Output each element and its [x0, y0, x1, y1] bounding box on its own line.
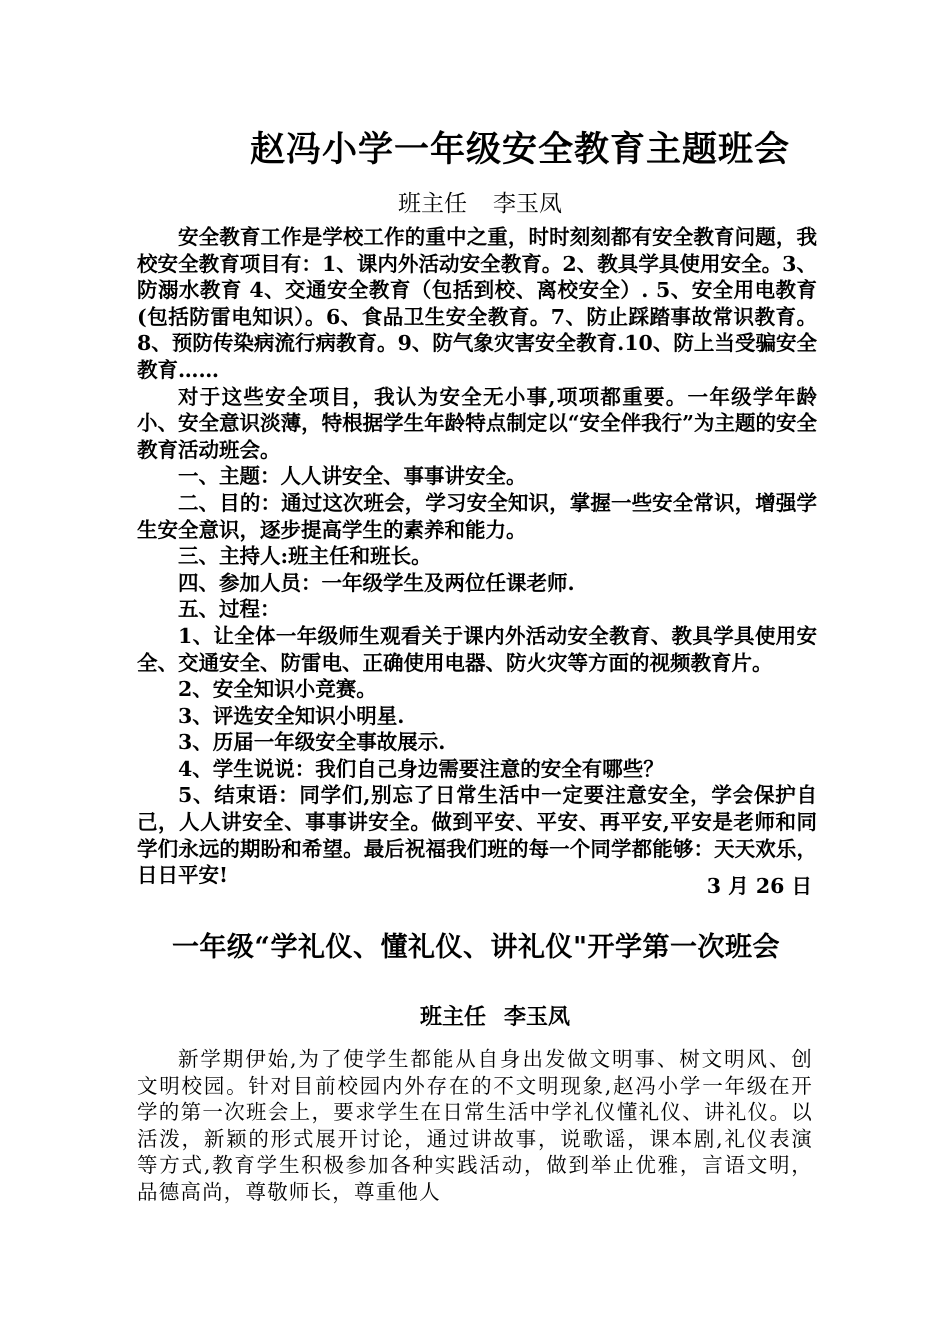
- section2-body: [137, 1046, 813, 1206]
- section2-teacher-line: [0, 1000, 950, 1031]
- section2-title: 一年级“学礼仪、懂礼仪、讲礼仪"开学第一次班会: [171, 932, 781, 963]
- teacher-role: 班主任: [398, 191, 467, 217]
- teacher-name: 李玉凤: [493, 191, 562, 217]
- paragraph: 五、过程：: [178, 597, 281, 622]
- paragraph: 对于这些安全项目，我认为安全无小事,项项都重要。一年级学年龄小、安全意识淡薄，特根据学生年龄特点制定以“安全伴我行”为主题的安全教育活动班会。: [137, 384, 817, 462]
- teacher-line: [0, 185, 950, 218]
- paragraph: 3、评选安全知识小明星.: [178, 703, 405, 728]
- teacher-role: 班主任: [419, 1004, 486, 1030]
- paragraph: 新学期伊始,为了使学生都能从自身出发做文明事、树文明风、创文明校园。针对目前校园内外存在的不文明现象,赵冯小学一年级在开学的第一次班会上，要求学生在日常生活中学礼仪懂礼仪、讲礼仪。以活泼，新颖的形式展开讨论，通过讲故事，说歌谣，课本剧,礼仪表演等方式,教育学生积极参加各种实践活动，做到举止优雅，言语文明，品德高尚，尊敬师长，尊重他人: [137, 1047, 813, 1204]
- paragraph: 安全教育工作是学校工作的重中之重，时时刻刻都有安全教育问题，我校安全教育项目有：1、课内外活动安全教育。2、教具学具使用安全。3、防溺水教育 4、交通安全教育（包括到校、离校安全）. 5、安全用电教育(包括防雷电知识）。6、食品卫生安全教育。7、防止踩踏事故常识教育。8、预防传染病流行病教育。9、防气象灾害安全教育.10、防上当受骗安全教育……: [137, 225, 817, 382]
- paragraph: 一、主题：人人讲安全、事事讲安全。: [178, 464, 527, 489]
- date-line: 3 月 26 日: [706, 874, 812, 898]
- paragraph: 三、主持人:班主任和班长。: [178, 544, 432, 569]
- teacher-name: 李玉凤: [504, 1004, 571, 1030]
- paragraph: 1、让全体一年级师生观看关于课内外活动安全教育、教具学具使用安全、交通安全、防雷电、正确使用电器、防火灾等方面的视频教育片。: [137, 623, 817, 675]
- paragraph: 4、学生说说：我们自己身边需要注意的安全有哪些？: [178, 756, 664, 781]
- page-title: 赵冯小学一年级安全教育主题班会: [249, 129, 790, 170]
- section1-body: [137, 224, 817, 889]
- paragraph: 5、结束语：同学们,别忘了日常生活中一定要注意安全，学会保护自己，人人讲安全、事事讲安全。做到平安、平安、再平安,平安是老师和同学们永远的期盼和希望。最后祝福我们班的每一个同学都能够：天天欢乐，日日平安!: [137, 783, 817, 888]
- paragraph: 二、目的：通过这次班会，学习安全知识，掌握一些安全常识，增强学生安全意识，逐步提高学生的素养和能力。: [137, 490, 817, 542]
- paragraph: 2、安全知识小竞赛。: [178, 677, 377, 702]
- paragraph: 3、历届一年级安全事故展示.: [178, 730, 446, 755]
- paragraph: 四、参加人员：一年级学生及两位任课老师.: [178, 570, 575, 595]
